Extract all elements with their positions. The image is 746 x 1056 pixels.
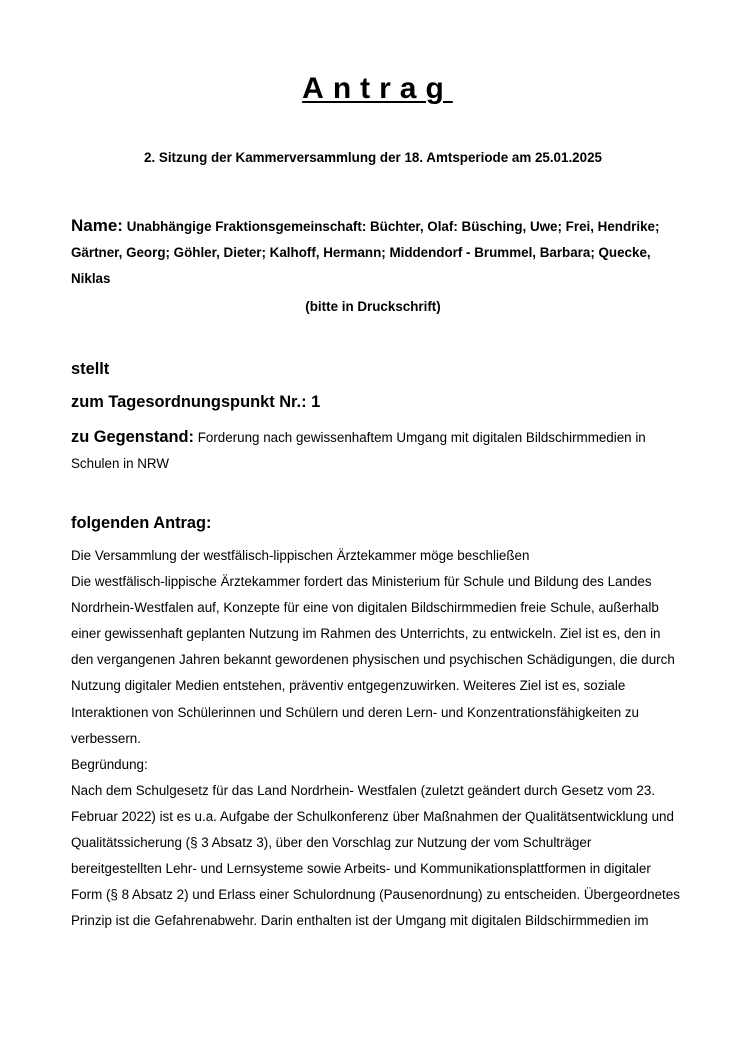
subject-label: zu Gegenstand:	[71, 428, 194, 446]
session-line: 2. Sitzung der Kammerversammlung der 18. Amtsperiode am 25.01.2025	[144, 150, 602, 165]
name-label: Name:	[71, 216, 123, 235]
motion-body	[71, 543, 681, 934]
motion-paragraph: Die westfälisch-lippische Ärztekammer fordert das Ministerium für Schule und Bildung des Landes Nordrhein-Westfalen auf, Konzepte für eine von digitalen Bildschirmmedien freie Schule, außerhalb einer gewissenhaft geplanten Nutzung im Rahmen des Unterrichts, zu entwickeln. Ziel ist es, den in den vergangenen Jahren bekannt gewordenen physischen und psychischen Schädigungen, die durch Nutzung digitaler Medien entstehen, präventiv entgegenzuwirken. Weiteres Ziel ist es, soziale Interaktionen von Schülerinnen und Schülern und deren Lern- und Konzentrationsfähigkeiten zu verbessern.	[71, 574, 675, 746]
document-title: Antrag	[302, 72, 453, 105]
print-hint: (bitte in Druckschrift)	[305, 299, 441, 314]
name-block	[71, 213, 681, 292]
agenda-item-heading: zum Tagesordnungspunkt Nr.: 1	[71, 393, 321, 411]
justification-label: Begründung:	[71, 756, 148, 772]
name-value: Unabhängige Fraktionsgemeinschaft: Büchter, Olaf: Büsching, Uwe; Frei, Hendrike; Gärtner, Georg; Göhler, Dieter; Kalhoff, Hermann; Middendorf - Brummel, Barbara; Quecke, Niklas	[71, 219, 660, 286]
resolution-line: Die Versammlung der westfälisch-lippischen Ärztekammer möge beschließen	[71, 548, 530, 563]
subject-value: Forderung nach gewissenhaftem Umgang mit digitalen Bildschirmmedien in Schulen in NRW	[71, 430, 646, 471]
stellt-heading: stellt	[71, 360, 110, 378]
motion-heading: folgenden Antrag:	[71, 514, 212, 532]
justification-paragraph: Nach dem Schulgesetz für das Land Nordrhein- Westfalen (zuletzt geändert durch Gesetz vom 23. Februar 2022) ist es u.a. Aufgabe der Schulkonferenz über Maßnahmen der Qualitätsentwicklung und Qualitätssicherung (§ 3 Absatz 3), über den Vorschlag zur Nutzung der vom Schulträger bereitgestellten Lehr- und Lernsysteme sowie Arbeits- und Kommunikationsplattformen in digitaler Form (§ 8 Absatz 2) und Erlass einer Schulordnung (Pausenordnung) zu entscheiden. Übergeordnetes Prinzip ist die Gefahrenabwehr. Darin enthalten ist der Umgang mit digitalen Bildschirmmedien im	[71, 782, 680, 929]
subject-block	[71, 424, 691, 477]
